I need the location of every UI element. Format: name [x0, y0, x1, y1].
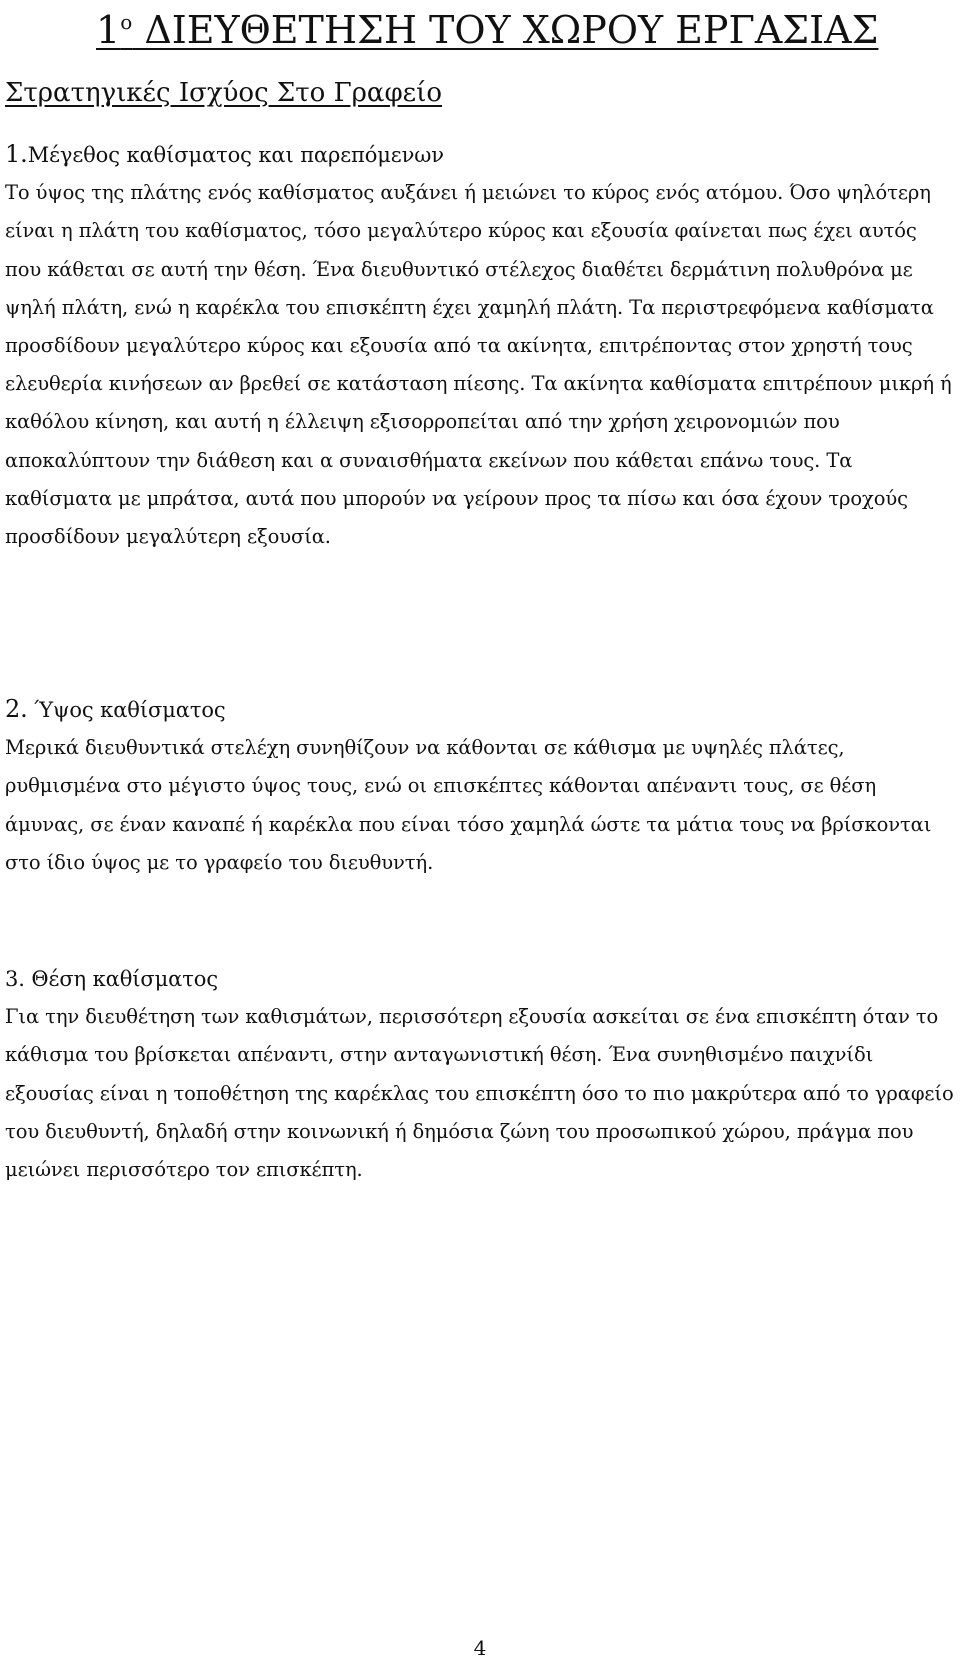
section-heading: [5, 960, 955, 998]
section-seat-size: [5, 135, 955, 556]
section-body: Το ύψος της πλάτης ενός καθίσματος αυξάνει ή μειώνει το κύρος ενός ατόμου. Όσο ψηλότερη είναι η πλάτη του καθίσματος, τόσο μεγαλύτερο κύρος και εξουσία φαίνεται πως έχει αυτός που κάθεται σε αυτή την θέση. Ένα διευθυντικό στέλεχος διαθέτει δερμάτινη πολυθρόνα με ψηλή πλάτη, ενώ η καρέκλα του επισκέπτη έχει χαμηλή πλάτη. Τα περιστρεφόμενα καθίσματα προσδίδουν μεγαλύτερο κύρος και εξουσία από τα ακίνητα, επιτρέποντας στον χρηστή τους ελευθερία κινήσεων αν βρεθεί σε κατάσταση πίεσης. Τα ακίνητα καθίσματα επιτρέπουν μικρή ή καθόλου κίνηση, και αυτή η έλλειψη εξισορροπείται από την χρήση χειρονομιών που αποκαλύπτουν την διάθεση και α συναισθήματα εκείνων που κάθεται επάνω τους. Τα καθίσματα με μπράτσα, αυτά που μπορούν να γείρουν προς τα πίσω και όσα έχουν τροχούς προσδίδουν μεγαλύτερη εξουσία.: [5, 181, 952, 549]
section-heading-text: Θέση καθίσματος: [24, 967, 218, 991]
section-body: Μερικά διευθυντικά στελέχη συνηθίζουν να κάθονται σε κάθισμα με υψηλές πλάτες, ρυθμισμένα στο μέγιστο ύψος τους, ενώ οι επισκέπτες κάθονται απέναντι τους, σε θέση άμυνας, σε έναν καναπέ ή καρέκλα που είναι τόσο χαμηλά ώστε τα μάτια τους να βρίσκονται στο ίδιο ύψος με το γραφείο του διευθυντή.: [5, 736, 932, 874]
title-superscript: ο: [120, 10, 133, 34]
page-number: 4: [473, 1636, 487, 1660]
page-subtitle: Στρατηγικές Ισχύος Στο Γραφείο: [5, 78, 442, 108]
page-title: [96, 0, 878, 52]
section-body: Για την διευθέτηση των καθισμάτων, περισσότερη εξουσία ασκείται σε ένα επισκέπτη όταν το κάθισμα του βρίσκεται απέναντι, στην ανταγωνιστική θέση. Ένα συνηθισμένο παιχνίδι εξουσίας είναι η τοποθέτηση της καρέκλας του επισκέπτη όσο το πιο μακρύτερα από το γραφείο του διευθυντή, δηλαδή στην κοινωνική ή δημόσια ζώνη του προσωπικού χώρου, πράγμα που μειώνει περισσότερο τον επισκέπτη.: [5, 1005, 954, 1182]
section-heading-text: Μέγεθος καθίσματος και παρεπόμενων: [27, 143, 444, 167]
section-heading: [5, 135, 955, 174]
section-heading: [5, 690, 955, 729]
title-number: 1: [96, 8, 121, 52]
section-number: 1.: [5, 140, 28, 168]
title-text: ΔΙΕΥΘΕΤΗΣΗ ΤΟΥ ΧΩΡΟΥ ΕΡΓΑΣΙΑΣ: [132, 8, 879, 52]
section-number: 3.: [5, 967, 25, 991]
section-number: 2.: [5, 695, 28, 723]
section-heading-text: Ύψος καθίσματος: [27, 698, 226, 722]
section-seat-position: [5, 960, 955, 1189]
section-seat-height: [5, 690, 955, 882]
